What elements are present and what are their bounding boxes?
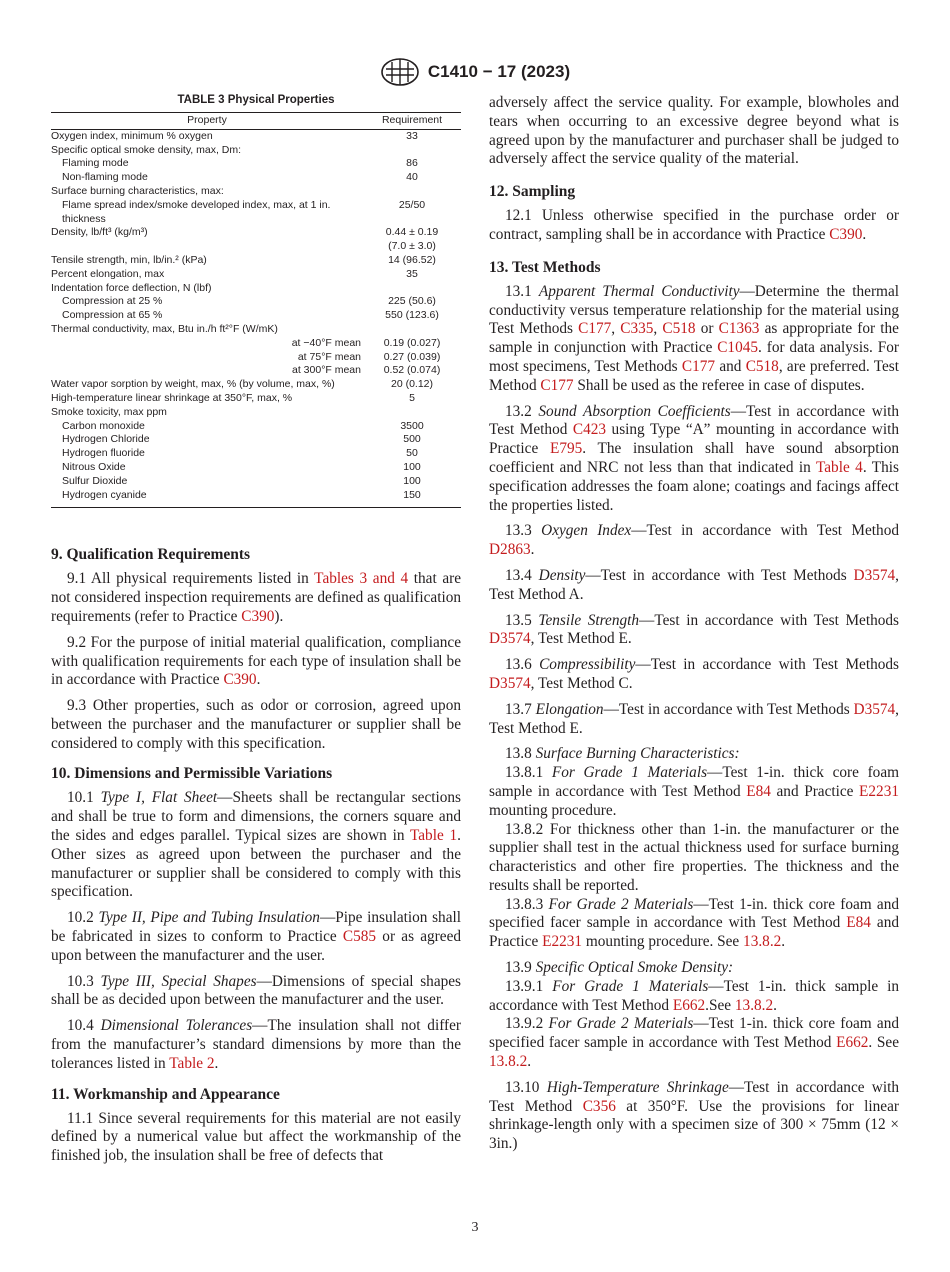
para-13-5: 13.5 Tensile Strength—Test in accordance with Test Methods D3574, Test Method E. — [489, 611, 899, 648]
xref-c390[interactable]: C390 — [241, 607, 275, 625]
table-row: Flame spread index/smoke developed index, max, at 1 in. thickness 25/50 — [62, 198, 426, 225]
xref-tables-3-4[interactable]: Tables 3 and 4 — [314, 570, 409, 588]
xref-13-8-2[interactable]: 13.8.2 — [489, 1053, 528, 1071]
xref-c177[interactable]: C177 — [578, 320, 612, 338]
xref-d3574[interactable]: D3574 — [489, 674, 531, 692]
table-row: Thermal conductivity, max, Btu in./h ft²°F (W/mK) — [51, 322, 278, 335]
table-row: at 300°F mean 0.52 (0.074) — [292, 364, 441, 377]
xref-c356[interactable]: C356 — [582, 1097, 616, 1115]
para-9-3: 9.3 Other properties, such as odor or corrosion, agreed upon between the purchaser and the manufacturer or supplier shall be considered to comply with this specification. — [51, 697, 461, 752]
table-row: Hydrogen Chloride 500 — [62, 433, 421, 446]
section-heading-13: 13. Test Methods — [489, 258, 601, 276]
xref-c390[interactable]: C390 — [829, 225, 863, 243]
para-12-1: 12.1 Unless otherwise specified in the purchase order or contract, sampling shall be in accordance with Practice C390. — [489, 207, 899, 243]
table-row: Sulfur Dioxide 100 — [62, 474, 421, 487]
xref-table-1[interactable]: Table 1 — [409, 827, 458, 845]
xref-c1363[interactable]: C1363 — [718, 320, 760, 338]
xref-c335[interactable]: C335 — [620, 320, 654, 338]
xref-d3574[interactable]: D3574 — [853, 566, 896, 584]
table-row: High-temperature linear shrinkage at 350°F, max, % 5 — [51, 391, 415, 404]
col-requirement-header: Requirement — [363, 113, 461, 130]
xref-e84[interactable]: E84 — [846, 914, 871, 932]
para-10-1: 10.1 Type I, Flat Sheet—Sheets shall be rectangular sections and shall be true to form and dimensions, the corners square and the sides and edges parallel. Typical sizes are shown in Table 1. Other sizes as agreed upon between the purchaser and the manufacturer or supplier shall be considered to comply with this specification. — [51, 789, 462, 901]
para-10-2: 10.2 Type II, Pipe and Tubing Insulation—Pipe insulation shall be fabricated in sizes to conform to Practice C585 or as agreed upon between the manufacturer and the user. — [51, 909, 462, 964]
table-row: Compression at 65 % 550 (123.6) — [62, 309, 439, 322]
para-11-1-continued: adversely affect the service quality. For example, blowholes and tears when occurring to an excessive degree beyond what is agreed upon by the manufacturer and purchaser shall be judged to adversely affect the service quality of the material. — [489, 94, 899, 168]
table-row: at 75°F mean 0.27 (0.039) — [297, 350, 441, 363]
table-row: Flaming mode 86 — [62, 157, 418, 170]
table-row: Density, lb/ft³ (kg/m³) 0.44 ± 0.19 — [51, 226, 439, 239]
standard-designation: C1410 − 17 (2023) — [427, 62, 571, 81]
page-number: 3 — [471, 1220, 479, 1235]
para-13-8-2: 13.8.2 For thickness other than 1-in. the manufacturer or the supplier shall test in the actual thickness used for surface burning characteristics and other fire properties. The thickness and the results shall be reported. — [489, 820, 899, 894]
para-13-9-1: 13.9.1 For Grade 1 Materials—Test 1-in. thick sample in accordance with Test Method E662.See 13.8.2. — [489, 977, 900, 1014]
para-13-7: 13.7 Elongation—Test in accordance with Test Methods D3574, Test Method E. — [489, 700, 899, 737]
xref-table-2[interactable]: Table 2 — [169, 1054, 215, 1072]
para-13-9-2: 13.9.2 For Grade 2 Materials—Test 1-in. thick core foam and specified facer sample in accordance with Test Method E662. See 13.8.2. — [489, 1015, 899, 1071]
para-13-8-1: 13.8.1 For Grade 1 Materials—Test 1-in. thick core foam sample in accordance with Test Method E84 and Practice E2231 mounting procedure. — [489, 764, 900, 819]
table-row: (7.0 ± 3.0) — [388, 240, 436, 253]
left-column — [51, 94, 461, 1166]
para-10-3: 10.3 Type III, Special Shapes—Dimensions of special shapes shall be as decided upon between the manufacturer and the user. — [51, 972, 461, 1009]
table-row: Surface burning characteristics, max: — [51, 184, 224, 197]
section-heading-10: 10. Dimensions and Permissible Variations — [51, 765, 333, 783]
para-11-1: 11.1 Since several requirements for this material are not easily defined by a numerical value but affect the workmanship of the finished job, the insulation shall be free of defects that — [51, 1109, 461, 1165]
section-heading-9: 9. Qualification Requirements — [51, 546, 251, 564]
section-heading-11: 11. Workmanship and Appearance — [51, 1085, 280, 1103]
table-row: Smoke toxicity, max ppm — [51, 405, 167, 418]
para-9-1: 9.1 All physical requirements listed in Tables 3 and 4 that are not considered inspection requirements are defined as qualification requirements (refer to Practice C390). — [51, 570, 461, 625]
para-13-4: 13.4 Density—Test in accordance with Test Methods D3574, Test Method A. — [489, 566, 899, 603]
para-9-2: 9.2 For the purpose of initial material qualification, compliance with qualification requirements for each type of insulation shall be in accordance with Practice C390. — [51, 633, 461, 689]
xref-c585[interactable]: C585 — [342, 928, 377, 946]
table-row: at −40°F mean 0.19 (0.027) — [291, 336, 441, 349]
table-row: Carbon monoxide 3500 — [62, 419, 424, 432]
xref-c423[interactable]: C423 — [572, 421, 607, 439]
physical-properties-table — [51, 112, 461, 508]
xref-d3574[interactable]: D3574 — [489, 630, 531, 648]
xref-table-4[interactable]: Table 4 — [815, 458, 863, 476]
table-row: Non-flaming mode 40 — [62, 171, 418, 184]
right-column — [489, 94, 899, 1154]
para-13-8-3: 13.8.3 For Grade 2 Materials—Test 1-in. thick core foam and specified facer sample in accordance with Test Method E84 and Practice E2231 mounting procedure. See 13.8.2. — [489, 895, 899, 951]
table-row: Hydrogen cyanide 150 — [51, 489, 461, 508]
xref-e662[interactable]: E662 — [836, 1034, 869, 1052]
xref-d2863[interactable]: D2863 — [489, 541, 531, 559]
para-13-1: 13.1 Apparent Thermal Conductivity—Determine the thermal conductivity versus temperature relationship for the material using Test Methods C177, C335, C518 or C1363 as appropriate for the sample in conjunction with Practice C1045. for data analysis. For most specimens, Test Methods C177 and C518, are preferred. Test Method C177 Shall be used as the referee in case of disputes. — [489, 282, 899, 394]
table-row: Indentation force deflection, N (lbf) — [51, 281, 212, 294]
xref-c518[interactable]: C518 — [745, 357, 779, 375]
xref-e795[interactable]: E795 — [549, 440, 583, 458]
xref-13-8-2[interactable]: 13.8.2 — [743, 933, 782, 951]
para-13-8: 13.8 Surface Burning Characteristics: — [505, 745, 740, 763]
table-row: Nitrous Oxide 100 — [62, 460, 421, 473]
xref-c518[interactable]: C518 — [662, 320, 696, 338]
section-heading-12: 12. Sampling — [489, 183, 576, 201]
xref-c1045[interactable]: C1045 — [717, 339, 759, 357]
para-13-2: 13.2 Sound Absorption Coefficients—Test in accordance with Test Method C423 using Type “A” mounting in accordance with Practice E795. The insulation shall have sound absorption coefficient and NRC not less than that indicated in Table 4. This specification addresses the foam alone; coatings and facings affect the properties listed. — [489, 402, 900, 514]
astm-logo-icon — [380, 57, 420, 87]
table-row: Compression at 25 % 225 (50.6) — [62, 295, 436, 308]
para-13-9: 13.9 Specific Optical Smoke Density: — [505, 959, 734, 977]
page-header — [0, 57, 950, 87]
table-row: Hydrogen fluoride 50 — [62, 447, 418, 460]
para-13-10: 13.10 High-Temperature Shrinkage—Test in accordance with Test Method C356 at 350°F. Use the provisions for linear shrinkage-length only with a specimen size of 300 × 75mm (12 × 3in.) — [489, 1078, 899, 1153]
xref-13-8-2[interactable]: 13.8.2 — [734, 996, 774, 1014]
table-row: Oxygen index, minimum % oxygen 33 — [51, 129, 418, 142]
xref-e2231[interactable]: E2231 — [542, 933, 583, 951]
para-13-6: 13.6 Compressibility—Test in accordance with Test Methods D3574, Test Method C. — [489, 656, 899, 692]
xref-e84[interactable]: E84 — [746, 782, 771, 800]
xref-d3574[interactable]: D3574 — [853, 700, 896, 718]
para-10-4: 10.4 Dimensional Tolerances—The insulation shall not differ from the manufacturer’s standard dimensions by more than the tolerances listed in Table 2. — [51, 1017, 462, 1072]
xref-e2231[interactable]: E2231 — [859, 782, 899, 800]
xref-c177[interactable]: C177 — [540, 376, 574, 394]
xref-c177[interactable]: C177 — [681, 357, 716, 375]
para-13-3: 13.3 Oxygen Index—Test in accordance with Test Method D2863. — [489, 522, 899, 559]
table-row: Water vapor sorption by weight, max, % (by volume, max, %) 20 (0.12) — [51, 378, 434, 391]
table-row: Tensile strength, min, lb/in.² (kPa) 14 (96.52) — [51, 253, 436, 266]
table-caption: TABLE 3 Physical Properties — [177, 94, 335, 106]
table-row: Percent elongation, max 35 — [51, 267, 418, 280]
col-property-header: Property — [51, 113, 363, 130]
xref-e662[interactable]: E662 — [672, 996, 706, 1014]
table-row: Specific optical smoke density, max, Dm: — [51, 143, 242, 156]
xref-c390[interactable]: C390 — [223, 671, 257, 689]
